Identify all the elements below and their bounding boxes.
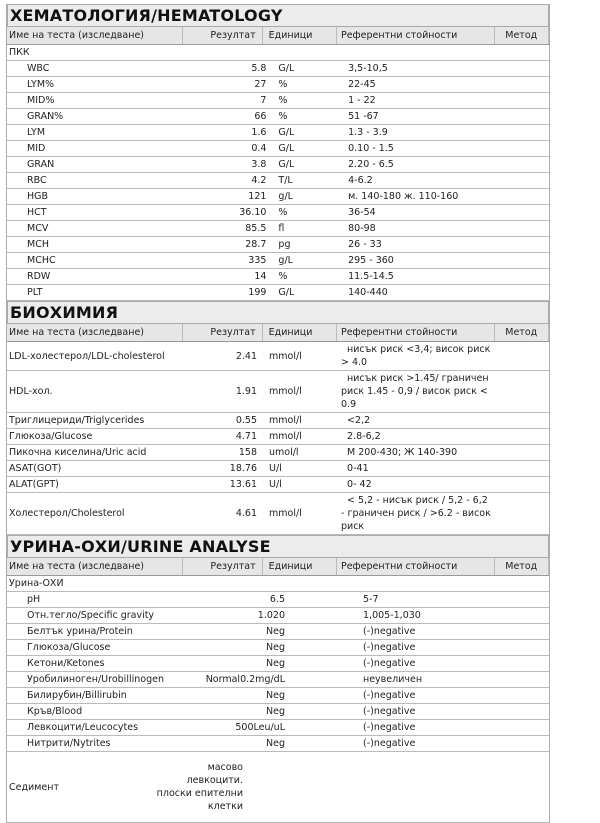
test-reference: 36-54 (348, 207, 376, 218)
test-method (495, 452, 549, 454)
header-result: Резултат (183, 27, 262, 44)
test-reference: 0.10 - 1.5 (348, 143, 394, 154)
test-result: 1.91 (235, 386, 257, 397)
test-method (495, 484, 549, 486)
test-reference: 4-6.2 (348, 175, 373, 186)
table-row (7, 342, 549, 371)
table-row (7, 109, 549, 125)
test-result: 66 (254, 111, 267, 122)
test-reference: 80-98 (348, 223, 376, 234)
test-name: ALAT(GPT) (9, 479, 59, 490)
test-result: 7 (260, 95, 267, 106)
test-units: mmol/l (269, 350, 302, 362)
test-result: 36.10 (239, 207, 267, 218)
section-0 (7, 4, 549, 301)
table-row (7, 640, 549, 656)
header-result: Резултат (183, 558, 262, 575)
test-method (497, 196, 549, 198)
test-units: % (278, 271, 288, 282)
test-units: pg (278, 239, 291, 250)
table-row (7, 477, 549, 493)
test-result: 1.6 (251, 127, 267, 138)
table-row (7, 429, 549, 445)
test-name: HCT (27, 207, 47, 218)
table-header (7, 558, 549, 576)
header-result: Резултат (183, 324, 262, 341)
test-reference: М 200-430; Ж 140-390 (341, 447, 458, 458)
test-method (497, 292, 549, 294)
table-row (7, 608, 549, 624)
table-row (7, 189, 549, 205)
test-name: MCV (27, 223, 49, 234)
test-name: HDL-хол. (9, 386, 53, 397)
test-reference: 0-41 (341, 463, 369, 474)
test-method (495, 513, 549, 515)
header-method: Метод (495, 558, 550, 575)
test-units: umol/l (269, 447, 299, 458)
test-result: Neg (266, 738, 285, 749)
test-result: 0.4 (251, 143, 267, 154)
test-units: G/L (278, 127, 295, 138)
test-result: 158 (238, 447, 257, 458)
test-reference: 1,005-1,030 (363, 610, 421, 621)
table-row (7, 704, 549, 720)
test-result: 18.76 (229, 463, 257, 474)
test-result: Neg (266, 706, 285, 717)
group-row (7, 45, 549, 61)
table-row-sediment (7, 752, 549, 823)
test-units: g/L (278, 191, 293, 202)
test-reference: нисък риск >1.45/ граничен риск 1.45 - 0,9 / висок риск < 0.9 (341, 373, 492, 410)
table-row (7, 672, 549, 688)
test-reference: <2,2 (341, 415, 371, 426)
test-result: 2.41 (235, 350, 257, 362)
test-reference: 2.8-6,2 (341, 431, 381, 442)
table-row (7, 141, 549, 157)
table-row (7, 77, 549, 93)
table-row (7, 493, 549, 535)
table-row (7, 157, 549, 173)
test-reference: 22-45 (348, 79, 376, 90)
test-reference: (-)negative (363, 626, 416, 637)
test-units (287, 647, 361, 649)
table-header (7, 324, 549, 342)
table-row (7, 461, 549, 477)
test-reference: 0- 42 (341, 479, 372, 490)
test-method (497, 180, 549, 182)
test-name: Глюкоза/Glucose (27, 642, 111, 653)
header-units: Единици (263, 558, 337, 575)
test-name: Билирубин/Billirubin (27, 690, 127, 701)
test-result: 1.020 (257, 610, 285, 621)
test-units (287, 679, 361, 681)
test-method (497, 164, 549, 166)
table-row (7, 125, 549, 141)
header-units: Единици (263, 27, 337, 44)
test-name: Кръв/Blood (27, 706, 83, 717)
test-name: PLT (27, 287, 43, 298)
test-result: Neg (266, 690, 285, 701)
test-name: LYM% (27, 79, 55, 90)
sediment-result: масово левкоцити. плоски епителни клетки (156, 762, 243, 812)
table-row (7, 720, 549, 736)
test-units: U/l (269, 479, 282, 490)
header-ref: Референтни стойности (337, 558, 495, 575)
test-reference: 295 - 360 (348, 255, 394, 266)
test-reference: (-)negative (363, 722, 416, 733)
test-result: Normal0.2mg/dL (205, 674, 285, 685)
test-units: % (278, 111, 288, 122)
header-name: Име на теста (изследване) (7, 27, 183, 44)
section-title: ХЕМАТОЛОГИЯ/HEMATOLOGY (7, 4, 549, 27)
test-name: Отн.тегло/Specific gravity (27, 610, 155, 621)
section-2 (7, 535, 549, 823)
table-row (7, 736, 549, 752)
table-row (7, 413, 549, 429)
test-units: T/L (278, 175, 293, 186)
table-row (7, 221, 549, 237)
test-reference: < 5,2 - нисък риск / 5,2 - 6,2 - граничен риск / >6.2 - висок риск (341, 495, 494, 532)
test-units (287, 663, 361, 665)
test-reference: 2.20 - 6.5 (348, 159, 394, 170)
test-result: Neg (266, 626, 285, 637)
test-units: mmol/l (269, 508, 302, 519)
test-method (495, 468, 549, 470)
header-method: Метод (495, 27, 550, 44)
test-units (287, 711, 361, 713)
test-reference: 5-7 (363, 594, 379, 605)
test-name: Кетони/Ketones (27, 658, 105, 669)
test-units: mmol/l (269, 431, 302, 442)
section-1 (7, 301, 549, 535)
test-units: g/L (278, 255, 293, 266)
test-name: Уробилиноген/Urobillinogen (27, 674, 164, 685)
header-name: Име на теста (изследване) (7, 558, 183, 575)
test-method (497, 244, 549, 246)
test-name: MCH (27, 239, 49, 250)
test-units: U/l (269, 463, 282, 474)
test-method (497, 100, 549, 102)
test-reference: (-)negative (363, 690, 416, 701)
section-title: БИОХИМИЯ (7, 301, 549, 324)
test-result: Neg (266, 658, 285, 669)
test-name: Левкоцити/Leucocytes (27, 722, 139, 733)
table-row (7, 624, 549, 640)
test-reference: (-)negative (363, 738, 416, 749)
test-result: 14 (254, 271, 267, 282)
test-method (497, 260, 549, 262)
table-row (7, 205, 549, 221)
table-row (7, 173, 549, 189)
table-row (7, 237, 549, 253)
test-method (497, 228, 549, 230)
test-name: MID% (27, 95, 55, 106)
table-row (7, 269, 549, 285)
header-ref: Референтни стойности (337, 27, 495, 44)
test-reference: неувеличен (363, 674, 423, 685)
test-units: G/L (278, 287, 295, 298)
test-method (495, 436, 549, 438)
test-result: 85.5 (245, 223, 267, 234)
test-result: 3.8 (251, 159, 267, 170)
test-reference: 51 -67 (348, 111, 379, 122)
test-name: Белтък урина/Protein (27, 626, 133, 637)
test-name: RBC (27, 175, 47, 186)
table-row (7, 285, 549, 301)
test-units (287, 695, 361, 697)
test-name: Нитрити/Nytrites (27, 738, 111, 749)
group-label: Урина-ОХИ (9, 578, 64, 589)
test-result: 27 (254, 79, 267, 90)
test-units: G/L (278, 159, 295, 170)
test-units (287, 727, 361, 729)
test-method (497, 116, 549, 118)
test-result: 121 (248, 191, 267, 202)
test-reference: (-)negative (363, 658, 416, 669)
section-title: УРИНА-ОХИ/URINE ANALYSE (7, 535, 549, 558)
test-name: GRAN (27, 159, 55, 170)
lab-results-report (6, 4, 550, 823)
table-row (7, 253, 549, 269)
test-units: % (278, 79, 288, 90)
test-reference: 1.3 - 3.9 (348, 127, 388, 138)
table-row (7, 371, 549, 413)
test-name: RDW (27, 271, 51, 282)
test-name: ASAT(GOT) (9, 463, 62, 474)
test-method (495, 355, 549, 357)
test-reference: 1 - 22 (348, 95, 376, 106)
test-units (287, 599, 361, 601)
test-units: mmol/l (269, 386, 302, 397)
test-method (497, 132, 549, 134)
test-name: LDL-холестерол/LDL-cholesterol (9, 350, 165, 362)
test-units: % (278, 207, 288, 218)
test-units: G/L (278, 63, 295, 74)
test-result: 199 (248, 287, 267, 298)
group-label: ПКК (9, 47, 30, 58)
test-method (497, 68, 549, 70)
test-reference: (-)negative (363, 706, 416, 717)
table-row (7, 592, 549, 608)
test-units: fl (278, 223, 285, 234)
test-units: % (278, 95, 288, 106)
test-name: Пикочна киселина/Uric acid (9, 447, 147, 458)
test-name: MID (27, 143, 46, 154)
test-reference: 11.5-14.5 (348, 271, 394, 282)
test-reference: 3,5-10,5 (348, 63, 388, 74)
table-row (7, 93, 549, 109)
test-name: Триглицериди/Triglycerides (9, 415, 145, 426)
test-result: 0.55 (235, 415, 257, 426)
test-reference: 140-440 (348, 287, 388, 298)
test-name: MCHC (27, 255, 56, 266)
test-result: 13.61 (229, 479, 257, 490)
test-method (497, 84, 549, 86)
group-row (7, 576, 549, 592)
test-units: G/L (278, 143, 295, 154)
table-row (7, 445, 549, 461)
test-units (287, 615, 361, 617)
table-header (7, 27, 549, 45)
test-result: 6.5 (269, 594, 285, 605)
header-name: Име на теста (изследване) (7, 324, 183, 341)
test-result: 335 (248, 255, 267, 266)
sediment-name: Седимент (9, 781, 59, 793)
test-name: Холестерол/Cholesterol (9, 508, 125, 519)
test-result: 4.61 (235, 508, 257, 519)
test-method (495, 420, 549, 422)
test-units (287, 631, 361, 633)
test-method (497, 212, 549, 214)
test-result: Neg (266, 642, 285, 653)
test-result: 5.8 (251, 63, 267, 74)
test-name: LYM (27, 127, 46, 138)
test-result: 4.2 (251, 175, 267, 186)
test-name: WBC (27, 63, 50, 74)
header-units: Единици (263, 324, 337, 341)
test-method (497, 276, 549, 278)
test-result: 4.71 (235, 431, 257, 442)
test-name: GRAN% (27, 111, 64, 122)
table-row (7, 656, 549, 672)
test-units: mmol/l (269, 415, 302, 426)
header-ref: Референтни стойности (337, 324, 495, 341)
test-result: 28.7 (245, 239, 267, 250)
test-name: pH (27, 594, 41, 605)
test-method (495, 391, 549, 393)
test-name: Глюкоза/Glucose (9, 431, 93, 442)
test-reference: нисък риск <3,4; висок риск > 4.0 (341, 344, 494, 368)
test-method (497, 148, 549, 150)
test-units (287, 743, 361, 745)
table-row (7, 61, 549, 77)
test-result: 500Leu/uL (235, 722, 285, 733)
table-row (7, 688, 549, 704)
header-method: Метод (495, 324, 550, 341)
test-reference: 26 - 33 (348, 239, 382, 250)
test-reference: м. 140-180 ж. 110-160 (348, 191, 459, 202)
test-reference: (-)negative (363, 642, 416, 653)
test-name: HGB (27, 191, 49, 202)
